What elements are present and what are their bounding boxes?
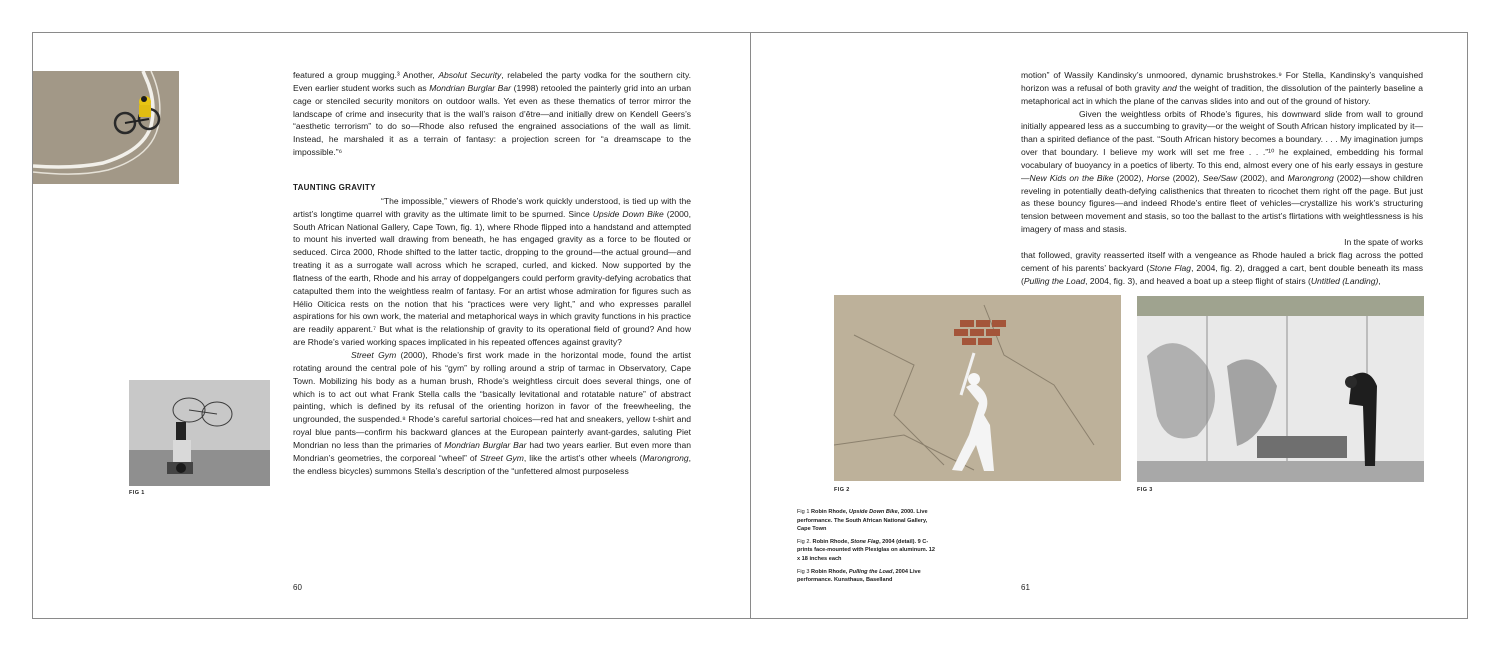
right-paragraph-3-lead: In the spate of works xyxy=(1344,236,1423,247)
rp2-run-8: (2002)—show children reveling in potentially death-defying calisthenics that threaten to ricochet them right off the page. But just as these bouncy figures—and indeed Rhode’s entire fleet of vehicles—crystallize his work’s structuring tension between movement and stasis, so too the ballast to the artist’s flirtations with weightlessness is his imagery of mass and stasis. xyxy=(1021,172,1424,235)
lp1-run-4: (1998) retooled the painterly grid into an urban cage or stenciled security monitors on outdoor walls. Yet even as these thematics of terror mirror the landscape of crime and insecurity that is the wall’s raison d’être—and initially drew on Kendell Geers’s “aesthetic terrorism” to do so—Rhode also refused the engrained associations of the wall as limit. Instead, he marshaled it as a terrain of fantasy: a projection screen for “a dreamscape to the impossible.”⁶ xyxy=(293,82,692,158)
left-paragraph-2 xyxy=(293,195,691,349)
right-text-block xyxy=(1021,69,1423,287)
rp1-run-1: and xyxy=(1162,82,1177,93)
fig1-label: FIG 1 xyxy=(129,490,145,496)
caption-text: , 2004 Live performance. Kunsthaus, Baselland xyxy=(797,568,921,584)
lp3-run-6: Marongrong xyxy=(642,452,689,463)
page-number-right: 61 xyxy=(1021,583,1030,592)
photo-bicycle-top-view xyxy=(33,71,179,184)
rp1-run-0: motion” of Wassily Kandinsky’s unmoored, dynamic brushstrokes.⁹ For Stella, Kandinsky’s vanquished horizon was a refusal of both gravity xyxy=(1021,70,1423,93)
left-paragraph-3 xyxy=(293,349,691,477)
caption-text: Robin Rhode, xyxy=(812,538,851,545)
photo-upside-down-bike xyxy=(129,380,270,486)
fig3-label: FIG 3 xyxy=(1137,487,1153,493)
caption-2 xyxy=(797,538,937,564)
lp3-run-1: (2000), Rhode’s first work made in the horizontal mode, found the artist rotating around the central pole of his “gym” by rolling around a strip of tarmac in Observatory, Cape Town. Mobilizing his body as a human brush, Rhode’s weightless circuit does several things, one of which is to act out what Frank Stella calls the “basically levitational and rotatable nature” of abstract painting, which is defined by its refusal of the orienting horizon in favor of the freewheeling, the ungrounded, the suspended.⁸ Rhode’s careful sartorial choices—red hat and sneakers, yellow t-shirt and royal blue pants—confirm his backward glances at the European painterly avant-gardes, saluting Piet Mondrian no less than the primaries of xyxy=(293,349,692,450)
photo-pulling-the-load xyxy=(1137,296,1424,482)
rp2-run-1: New Kids on the Bike xyxy=(1029,172,1114,183)
caption-text: , 2000. Live performance. The South African National Gallery, Cape Town xyxy=(797,509,928,533)
right-paragraph-2 xyxy=(1021,108,1423,236)
lp1-run-2: , relabeled the party vodka for the southern city. Even earlier student works such as xyxy=(293,70,691,93)
figure-captions xyxy=(797,508,937,589)
rp3-run-5: Untitled (Landing) xyxy=(1310,275,1379,286)
fig2-label: FIG 2 xyxy=(834,487,850,493)
caption-text: Pulling the Load xyxy=(848,568,893,575)
lp1-run-0: featured a group mugging.³ Another, xyxy=(293,70,439,80)
lp2-run-2: (2000, South African National Gallery, Cape Town, fig. 1), where Rhode flipped into a handstand and attempted to mount his inverted wall drawing from beneath, he has engaged gravity as a force to be flouted or seduced. Circa 2000, Rhode shifted to the latter tactic, dropping to the ground—the actual ground—and treating it as a surrogate wall across which he scraped, curled, and kicked. Now supported by the flatness of the earth, Rhode and his array of doppelgangers could perform gravity-defying acrobatics that catapulted them into the weightless realm of fantasy. For an artist whose admiration for figures such as Hélio Oiticica rests on the notion that his “practices were very light,” and who expresses parallel aspirations for his own work, the material and metaphorical ways in which gravity functions in his practice are readily apparent.⁷ But what is the relationship of gravity to its operational field of ground? And how are Rhode’s varied working spaces implicated in his repeated offences against gravity? xyxy=(293,208,691,348)
right-paragraph-3 xyxy=(1021,249,1423,288)
caption-label: Fig 3 xyxy=(797,568,811,575)
section-heading: TAUNTING GRAVITY xyxy=(293,183,376,192)
rp2-run-7: Marongrong xyxy=(1287,172,1334,183)
rp2-run-0: Given the weightless orbits of Rhode’s figures, his downward slide from wall to ground initially appeared less as a succumbing to gravity—or the weight of South African history implicated by it—than a spirited defiance of the past. “South African history becomes a boundary. . . . My imagination jumps over that boundary. I believe my work will set me free . . .”¹⁰ he explained, embedding his formal vocabulary of buoyancy in a poetics of liberty. To this end, almost every one of his early essays in gesture— xyxy=(1021,108,1423,183)
rp3-run-2: , 2004, fig. 2), dragged a cart, bent double beneath its mass ( xyxy=(1021,262,1424,286)
caption-3 xyxy=(797,568,937,585)
lp3-run-0: Street Gym xyxy=(351,349,397,360)
caption-1 xyxy=(797,508,937,534)
page-gutter xyxy=(750,32,751,619)
lp3-run-4: Street Gym xyxy=(480,452,524,463)
rp2-run-2: (2002), xyxy=(1113,172,1147,183)
lp3-run-3: had two years earlier. But even more than Mondrian’s geometries, the corporeal “wheel” of xyxy=(293,439,691,463)
right-paragraph-1 xyxy=(1021,69,1423,108)
page-number-left: 60 xyxy=(293,583,302,592)
lp3-run-5: , like the artist’s other wheels ( xyxy=(523,452,643,463)
left-paragraph-1 xyxy=(293,69,691,159)
rp2-run-4: (2002), xyxy=(1169,172,1203,183)
rp3-run-4: , 2004, fig. 3), and heaved a boat up a steep flight of stairs ( xyxy=(1085,275,1311,286)
rp2-run-5: See/Saw xyxy=(1202,172,1238,183)
caption-text: Robin Rhode, xyxy=(811,509,849,515)
lp1-run-1: Absolut Security xyxy=(438,70,502,80)
rp1-run-2: the weight of tradition, the dissolution of the painterly baseline a metaphorical act in which the plane of the canvas slides into and out of the ground of history. xyxy=(1021,82,1423,106)
rp3-run-6: , xyxy=(1378,275,1381,286)
rp3-run-1: Stone Flag xyxy=(1149,262,1192,273)
rp2-run-6: (2002), and xyxy=(1237,172,1288,183)
caption-text: Robin Rhode, xyxy=(811,568,849,575)
lp2-run-1: Upside Down Bike xyxy=(592,208,664,219)
lp2-run-0: “The impossible,” viewers of Rhode’s work quickly understood, is tied up with the artist’s longtime quarrel with gravity as the ultimate limit to be spurned. Since xyxy=(293,195,691,219)
caption-text: , 2004 (detail). 9 C-prints face-mounted with Plexiglas on aluminum. 12 x 18 inches each xyxy=(797,538,936,562)
lp3-run-7: , the endless bicycles) summons Stella’s description of the “unfettered almost purposeless xyxy=(293,452,691,476)
lp3-run-2: Mondrian Burglar Bar xyxy=(444,439,527,450)
caption-text: Upside Down Bike xyxy=(848,509,898,515)
lp1-run-3: Mondrian Burglar Bar xyxy=(429,82,511,93)
rp3-run-3: Pulling the Load xyxy=(1023,275,1086,286)
left-text-block-1 xyxy=(293,69,691,159)
caption-label: Fig 2. xyxy=(797,538,813,545)
rp3-run-0: that followed, gravity reasserted itself with a vengeance as Rhode hauled a brick flag across the potted cement of his parents’ backyard ( xyxy=(1021,249,1423,273)
caption-text: Stone Flag xyxy=(850,538,880,545)
photo-stone-flag xyxy=(834,295,1121,481)
caption-label: Fig 1 xyxy=(797,509,811,515)
left-text-block-2 xyxy=(293,182,691,477)
rp2-run-3: Horse xyxy=(1146,172,1170,183)
